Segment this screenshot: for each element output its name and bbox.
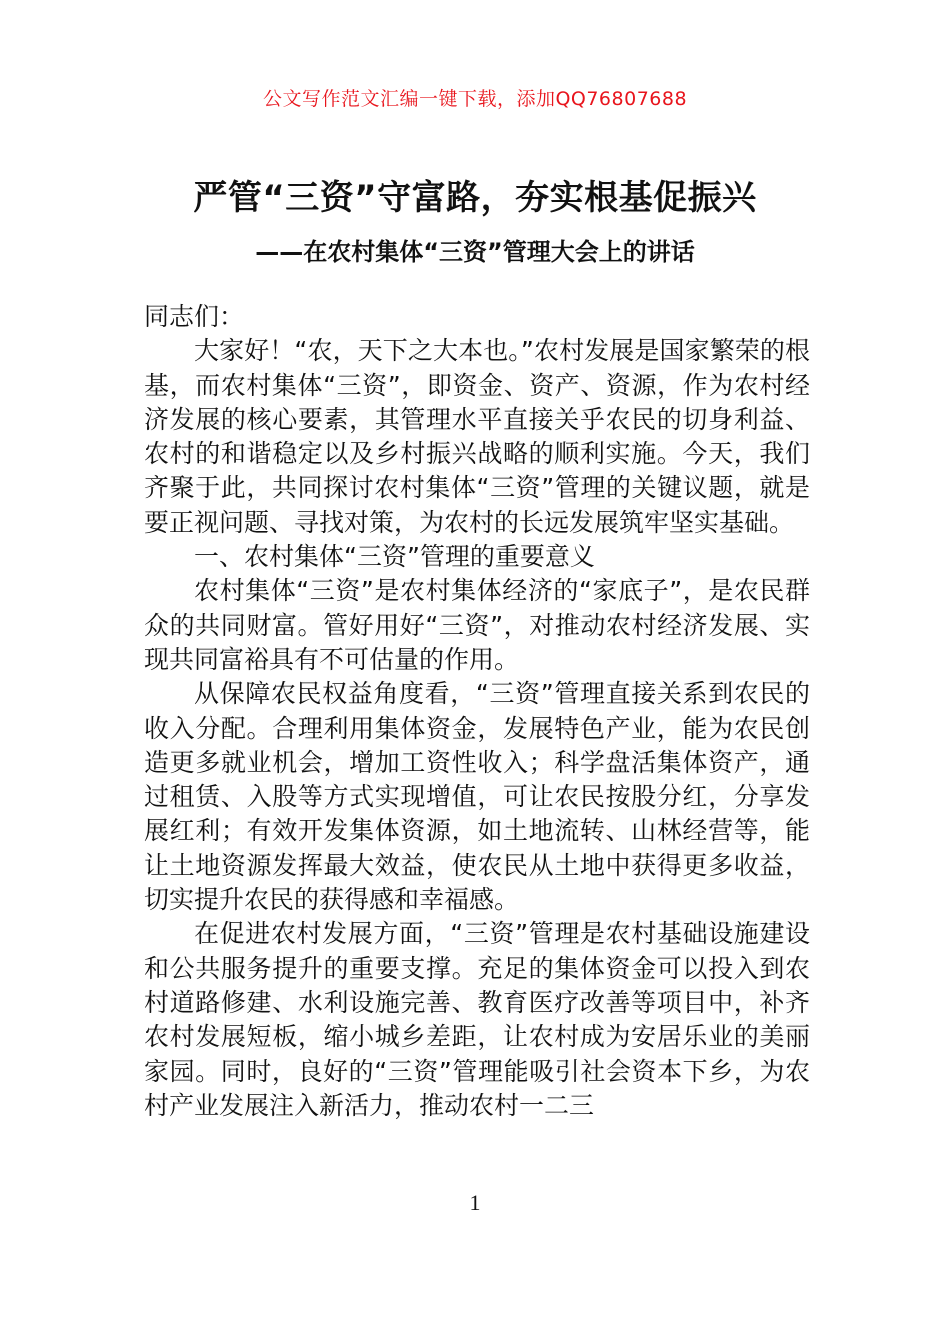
page-number: 1: [469, 1190, 481, 1215]
paragraph-farmer-rights: 从保障农民权益角度看，“三资”管理直接关系到农民的收入分配。合理利用集体资金，发展特色产业，能为农民创造更多就业机会，增加工资性收入；科学盘活集体资产，通过租赁、入股等方式实现增值，可让农民按股分红，分享发展红利；有效开发集体资源，如土地流转、山林经营等，能让土地资源发挥最大效益，使农民从土地中获得更多收益，切实提升农民的获得感和幸福感。: [144, 679, 810, 915]
paragraph-intro: 大家好！“农，天下之大本也。”农村发展是国家繁荣的根基，而农村集体“三资”，即资金、资产、资源，作为农村经济发展的核心要素，其管理水平直接关乎农民的切身利益、农村的和谐稳定以及乡村振兴战略的顺利实施。今天，我们齐聚于此，共同探讨农村集体“三资”管理的关键议题，就是要正视问题、寻找对策，为农村的长远发展筑牢坚实基础。: [144, 336, 810, 537]
document-body: [144, 300, 810, 1123]
section-heading-1: 一、农村集体“三资”管理的重要意义: [194, 542, 595, 572]
paragraph-significance: 农村集体“三资”是农村集体经济的“家底子”，是农民群众的共同财富。管好用好“三资”，对推动农村经济发展、实现共同富裕具有不可估量的作用。: [144, 576, 810, 674]
document-title: 严管“三资”守富路，夯实根基促振兴: [193, 178, 757, 218]
paragraph-rural-development: 在促进农村发展方面，“三资”管理是农村基础设施建设和公共服务提升的重要支撑。充足的集体资金可以投入到农村道路修建、水利设施完善、教育医疗改善等项目中，补齐农村发展短板，缩小城乡差距，让农村成为安居乐业的美丽家园。同时，良好的“三资”管理能吸引社会资本下乡，为农村产业发展注入新活力，推动农村一二三: [144, 919, 810, 1120]
document-subtitle: ——在农村集体“三资”管理大会上的讲话: [255, 238, 695, 266]
salutation: 同志们：: [144, 302, 245, 331]
header-download-note: 公文写作范文汇编一键下载，添加QQ76807688: [262, 88, 688, 110]
